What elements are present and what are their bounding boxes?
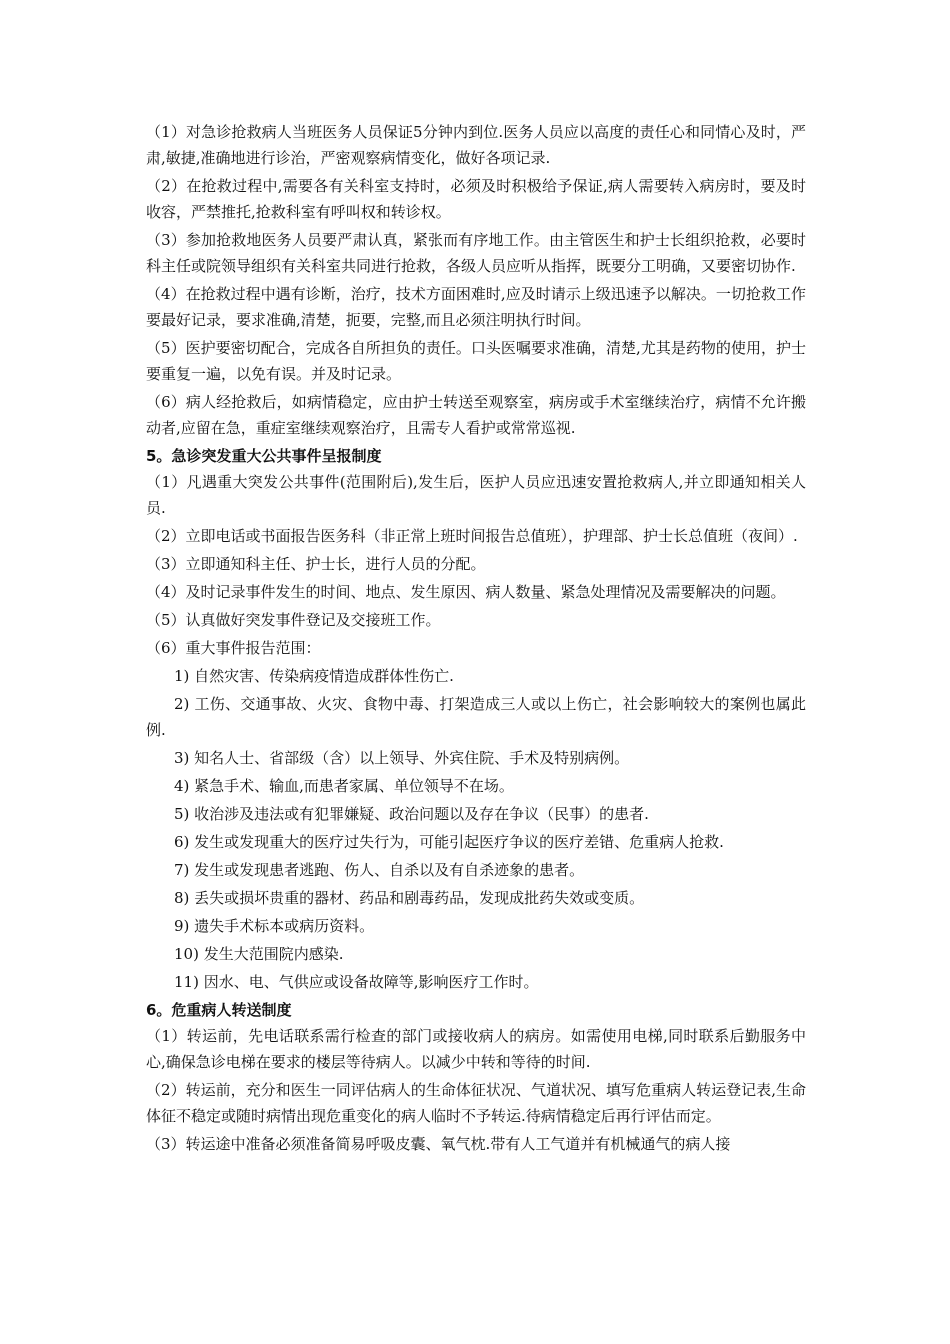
paragraph: （5）医护要密切配合，完成各自所担负的责任。口头医嘱要求准确，清楚,尤其是药物的使用，护士要重复一遍，以免有误。并及时记录。 [146,339,806,383]
list-item: 8) 丢失或损坏贵重的器材、药品和剧毒药品，发现成批药失效或变质。 [174,889,645,907]
paragraph: （2）立即电话或书面报告医务科（非正常上班时间报告总值班），护理部、护士长总值班（夜间）. [146,527,798,545]
section-heading: 5。急诊突发重大公共事件呈报制度 [146,447,382,465]
paragraph: （3）立即通知科主任、护士长，进行人员的分配。 [146,555,486,573]
list-item: 2) 工伤、交通事故、火灾、食物中毒、打架造成三人或以上伤亡，社会影响较大的案例也属此例. [146,695,806,739]
list-item: 3) 知名人士、省部级（含）以上领导、外宾住院、手术及特别病例。 [174,749,630,767]
paragraph: （2）转运前，充分和医生一同评估病人的生命体征状况、气道状况、填写危重病人转运登记表,生命体征不稳定或随时病情出现危重变化的病人临时不予转运.待病情稳定后再行评估而定。 [146,1081,806,1125]
paragraph: （3）转运途中准备必须准备简易呼吸皮囊、氧气枕.带有人工气道并有机械通气的病人接 [146,1135,731,1153]
paragraph: （6）重大事件报告范围： [146,639,321,657]
section-heading: 6。危重病人转送制度 [146,1001,292,1019]
paragraph: （1）凡遇重大突发公共事件(范围附后),发生后，医护人员应迅速安置抢救病人,并立即通知相关人员. [146,473,806,517]
paragraph: （4）及时记录事件发生的时间、地点、发生原因、病人数量、紧急处理情况及需要解决的问题。 [146,583,786,601]
list-item: 9) 遗失手术标本或病历资料。 [174,917,375,935]
list-item: 7) 发生或发现患者逃跑、伤人、自杀以及有自杀迹象的患者。 [174,861,585,879]
list-item: 10) 发生大范围院内感染. [174,945,344,963]
paragraph: （2）在抢救过程中,需要各有关科室支持时，必须及时积极给予保证,病人需要转入病房时，要及时收容，严禁推托,抢救科室有呼叫权和转诊权。 [146,177,806,221]
paragraph: （6）病人经抢救后，如病情稳定，应由护士转送至观察室，病房或手术室继续治疗，病情不允许搬动者,应留在急，重症室继续观察治疗，且需专人看护或常常巡视. [146,393,806,437]
paragraph: （1）对急诊抢救病人当班医务人员保证5分钟内到位.医务人员应以高度的责任心和同情心及时，严肃,敏捷,准确地进行诊治，严密观察病情变化，做好各项记录. [146,123,806,167]
list-item: 6) 发生或发现重大的医疗过失行为，可能引起医疗争议的医疗差错、危重病人抢救. [174,833,724,851]
list-item: 4) 紧急手术、输血,而患者家属、单位领导不在场。 [174,777,514,795]
list-item: 5) 收治涉及违法或有犯罪嫌疑、政治问题以及存在争议（民事）的患者. [174,805,649,823]
paragraph: （3）参加抢救地医务人员要严肃认真，紧张而有序地工作。由主管医生和护士长组织抢救，必要时科主任或院领导组织有关科室共同进行抢救，各级人员应听从指挥，既要分工明确，又要密切协作. [146,231,806,275]
document-body [146,119,806,1157]
paragraph: （4）在抢救过程中遇有诊断，治疗，技术方面困难时,应及时请示上级迅速予以解决。一切抢救工作要最好记录，要求准确,清楚，扼要，完整,而且必须注明执行时间。 [146,285,806,329]
list-item: 11) 因水、电、气供应或设备故障等,影响医疗工作时。 [174,973,539,991]
paragraph: （1）转运前，先电话联系需行检查的部门或接收病人的病房。如需使用电梯,同时联系后勤服务中心,确保急诊电梯在要求的楼层等待病人。以减少中转和等待的时间. [146,1027,806,1071]
paragraph: （5）认真做好突发事件登记及交接班工作。 [146,611,441,629]
list-item: 1) 自然灾害、传染病疫情造成群体性伤亡. [174,667,454,685]
